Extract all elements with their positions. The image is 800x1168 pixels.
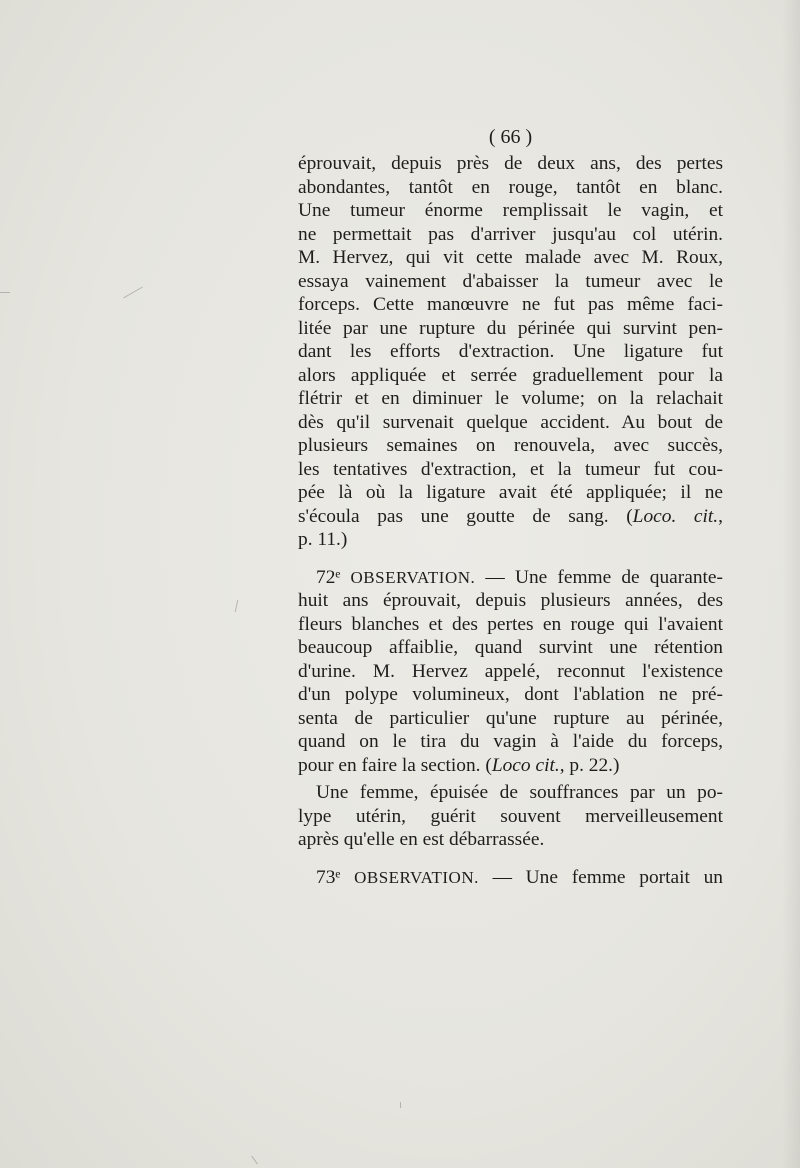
text-line: flétrir et en diminuer le volume; on la relachait <box>298 388 723 409</box>
paragraph-polype <box>298 781 723 852</box>
observation-73 <box>298 866 723 890</box>
text-fragment: , <box>718 505 723 527</box>
observation-label: OBSERVATION. <box>350 567 476 587</box>
citation: Loco cit. <box>491 754 560 776</box>
paper-speck <box>0 292 10 293</box>
text-line: huit ans éprouvait, depuis plusieurs années, des <box>298 590 723 611</box>
text-line: d'un polype volumineux, dont l'ablation ne pré- <box>298 684 723 705</box>
text-line: Une femme, épuisée de souffrances par un po- <box>316 782 723 803</box>
text-line: fleurs blanches et des pertes en rouge qui l'avaient <box>298 613 723 635</box>
paragraph-continuation <box>298 152 723 552</box>
text-line: après qu'elle en est débarrassée. <box>298 829 545 850</box>
text-line: dès qu'il survenait quelque accident. Au bout de <box>298 411 723 433</box>
text-line: pée là où la ligature avait été appliquée; il ne <box>298 482 723 503</box>
paper-speck <box>235 600 238 612</box>
observation-72 <box>298 566 723 778</box>
paper-speck <box>123 287 143 299</box>
text-fragment: , p. 22.) <box>559 754 620 776</box>
text-fragment: pour en faire la section. ( <box>298 754 492 776</box>
text-line: d'urine. M. Hervez appelé, reconnut l'existence <box>298 660 723 682</box>
text-fragment: — Une femme portait un <box>492 866 723 888</box>
text-line: dant les efforts d'extraction. Une ligature fut <box>298 341 723 362</box>
text-line: Une tumeur énorme remplissait le vagin, et <box>298 200 723 221</box>
observation-label: OBSERVATION. <box>354 867 479 887</box>
text-line: alors appliquée et serrée graduellement pour la <box>298 364 723 386</box>
paper-speck <box>400 1102 401 1108</box>
text-fragment: — Une femme de quarante- <box>485 566 723 588</box>
text-line <box>298 566 723 590</box>
citation: Loco. cit. <box>632 505 719 527</box>
text-line: p. 11.) <box>298 529 348 550</box>
page-edge-shadow <box>782 0 800 1168</box>
text-line: plusieurs semaines on renouvela, avec succès, <box>298 435 723 456</box>
text-line: M. Hervez, qui vit cette malade avec M. Roux, <box>298 247 723 268</box>
text-line: forceps. Cette manœuvre ne fut pas même faci- <box>298 294 723 315</box>
text-line <box>298 505 723 529</box>
text-fragment: s'écoula pas une goutte de sang. ( <box>298 505 633 527</box>
observation-number: 73ᵉ <box>316 866 341 888</box>
text-line <box>298 866 723 890</box>
text-line: ne permettait pas d'arriver jusqu'au col utérin. <box>298 223 723 245</box>
text-line: abondantes, tantôt en rouge, tantôt en blanc. <box>298 176 723 198</box>
text-line: essaya vainement d'abaisser la tumeur avec le <box>298 270 723 292</box>
observation-number: 72ᵉ <box>316 566 341 588</box>
paper-speck <box>251 1156 258 1165</box>
text-line: éprouvait, depuis près de deux ans, des pertes <box>298 153 723 174</box>
text-line: beaucoup affaiblie, quand survint une rétention <box>298 637 723 658</box>
text-line <box>298 754 723 778</box>
page-text <box>298 122 723 889</box>
page-number: ( 66 ) <box>488 126 533 148</box>
text-line: lype utérin, guérit souvent merveilleusement <box>298 805 723 827</box>
text-line: quand on le tira du vagin à l'aide du forceps, <box>298 731 723 752</box>
text-line: les tentatives d'extraction, et la tumeur fut cou- <box>298 458 723 480</box>
text-line: litée par une rupture du périnée qui survint pen- <box>298 317 723 339</box>
text-line: senta de particulier qu'une rupture au périnée, <box>298 707 723 729</box>
